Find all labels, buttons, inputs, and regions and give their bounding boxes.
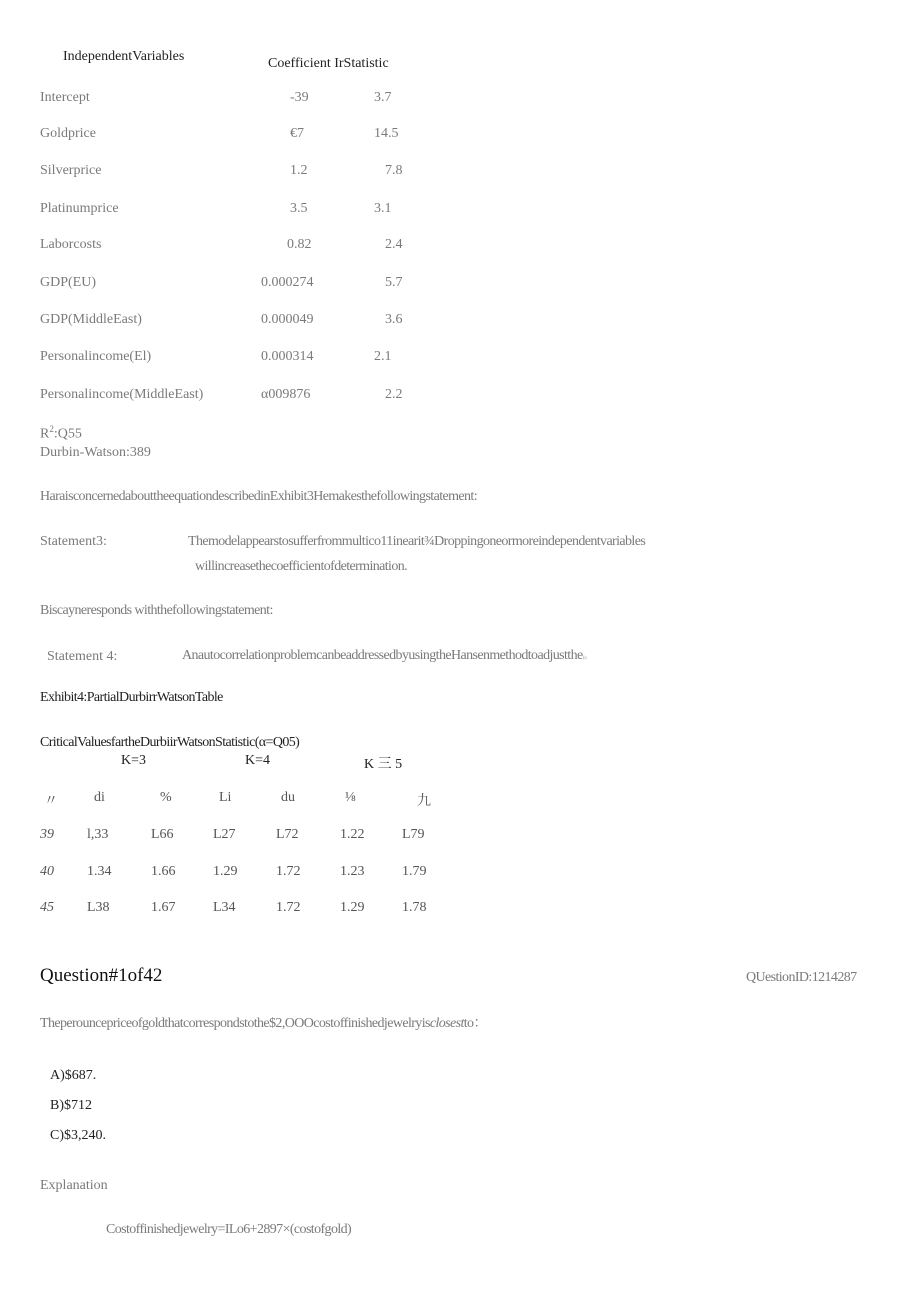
row-name: Silverprice [40,163,102,178]
row-tstat: 3.6 [385,312,403,327]
row-name: Personalincome(MiddleEast) [40,387,204,402]
question-stem-emphasis: closest [429,1016,464,1031]
option-b[interactable]: B)$712 [50,1098,92,1113]
row-coef: -39 [290,90,309,105]
dw-col-dl: ⅛ [345,790,356,805]
dw-col-du: 九 [417,794,431,809]
row-name: GDP(MiddleEast) [40,312,142,327]
question-stem-text: Theperouncepriceofgoldthatcorrespondstothe$2,OOOcostoffinishedjewelryis [40,1016,430,1031]
dw-cell: 1.22 [340,827,365,842]
dw-col-dl: di [94,790,105,805]
question-id: QUestionID:1214287 [746,970,857,985]
dw-cell: 1.67 [151,900,176,915]
dw-cell: L38 [87,900,110,915]
exhibit4-subtitle: CriticalValuesfartheDurbiirWatsonStatistic(α=Q05) [40,735,300,750]
exhibit4-title: Exhibit4:PartialDurbirrWatsonTable [40,690,223,705]
row-coef: α009876 [261,387,311,402]
r-squared-sup: 2 [49,424,54,434]
statement3-line1: Themodelappearstosufferfrommultico11inearit¾Droppingoneormoreindependentvariables [188,534,646,549]
row-tstat: 3.1 [374,201,392,216]
statement3-label: Statement3: [40,534,107,549]
dw-cell: 1.79 [402,864,427,879]
row-coef: 0.82 [287,237,312,252]
row-name: Platinumprice [40,201,119,216]
explanation-label: Explanation [40,1178,108,1193]
row-tstat: 2.4 [385,237,403,252]
paragraph-hara: HaraisconcernedabouttheequationdescribedinExhibit3Hemakesthefollowingstatement: [40,489,477,504]
row-name: GDP(EU) [40,275,96,290]
dw-cell: 1.72 [276,900,301,915]
row-coef: 0.000049 [261,312,314,327]
dw-col-du: % [160,790,172,805]
row-tstat: 2.2 [385,387,403,402]
statement4-text [182,648,587,664]
statement4-body: AnautocorrelationproblemcanbeaddressedbyusingtheHansenmethodtoadjustthe [182,648,583,663]
dw-cell: L34 [213,900,236,915]
dw-cell: L72 [276,827,299,842]
dw-col-n: 〃 [44,794,58,809]
r-squared-label: R [40,426,50,442]
dw-col-du: du [281,790,295,805]
row-name: Goldprice [40,126,96,141]
statement3-line2: willincreasethecoefficientofdetermination. [195,559,408,574]
k-group-4: K=4 [245,753,271,768]
explanation-formula: Costoffinishedjewelry=ILo6+2897×(costofgold) [106,1222,352,1237]
row-name: Intercept [40,90,90,105]
dw-cell: l,33 [87,827,109,842]
dw-cell: 1.72 [276,864,301,879]
col-header-coefficient-tstat: Coefficient IrStatistic [268,56,389,71]
row-coef: 1.2 [290,163,308,178]
dw-cell-n: 45 [40,900,54,915]
dw-cell: 1.23 [340,864,365,879]
k-group-5: K 三 5 [364,757,403,772]
dw-cell: L66 [151,827,174,842]
dw-cell: L79 [402,827,425,842]
row-coef: €7 [290,126,304,141]
statement4-label: Statement 4: [47,649,118,664]
paragraph-biscayne: Biscayneresponds withthefollowingstatement: [40,603,273,618]
dw-col-dl: Li [219,790,232,805]
row-name: Personalincome(El) [40,349,152,364]
row-name: Laborcosts [40,237,102,252]
question-title: Question#1of42 [40,965,163,986]
col-header-independent-variables: IndependentVariables [63,49,185,64]
row-tstat: 2.1 [374,349,392,364]
durbin-watson: Durbin-Watson:389 [40,445,151,460]
dw-cell-n: 40 [40,864,54,879]
dw-cell: L27 [213,827,236,842]
row-tstat: 3.7 [374,90,392,105]
row-tstat: 5.7 [385,275,403,290]
dw-cell: 1.78 [402,900,427,915]
k-group-3: K=3 [121,753,147,768]
option-a[interactable]: A)$687. [50,1068,97,1083]
row-coef: 0.000314 [261,349,314,364]
dw-cell: 1.34 [87,864,112,879]
question-stem [40,1012,487,1032]
r-squared [40,424,82,443]
option-c[interactable]: C)$3,240. [50,1128,106,1143]
dw-cell: 1.66 [151,864,176,879]
dw-cell: 1.29 [213,864,238,879]
row-tstat: 7.8 [385,163,403,178]
dw-cell: 1.29 [340,900,365,915]
row-tstat: 14.5 [374,126,399,141]
statement4-trail: ₍ₛ [582,651,587,661]
question-stem-end: to： [463,1016,487,1031]
dw-cell-n: 39 [40,827,54,842]
row-coef: 3.5 [290,201,308,216]
r-squared-value: :Q55 [53,426,82,442]
row-coef: 0.000274 [261,275,314,290]
